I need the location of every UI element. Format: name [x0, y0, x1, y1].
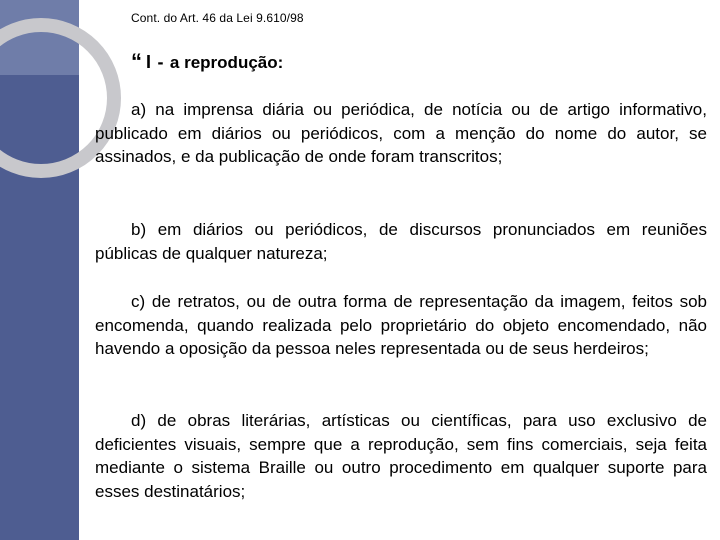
section-heading: [131, 48, 283, 74]
item-d-paragraph: d) de obras literárias, artísticas ou científicas, para uso exclusivo de deficientes visuais, sempre que a reprodução, sem fins comerciais, seja feita mediante o sistema Braille ou outro procedimento em qualquer suporte para esses destinatários;: [95, 411, 707, 501]
heading-numeral: I: [146, 52, 152, 72]
slide-subtitle: Cont. do Art. 46 da Lei 9.610/98: [131, 11, 304, 25]
heading-text: a reprodução:: [169, 53, 284, 72]
heading-dash: -: [157, 52, 164, 72]
item-b-paragraph: b) em diários ou periódicos, de discursos pronunciados em reuniões públicas de qualquer natureza;: [95, 220, 707, 263]
open-quote: “: [131, 49, 142, 74]
item-c-paragraph: c) de retratos, ou de outra forma de representação da imagem, feitos sob encomenda, quando realizada pelo proprietário do objeto encomendado, não havendo a oposição da pessoa neles representada ou de seus herdeiros;: [95, 292, 707, 358]
item-a-paragraph: a) na imprensa diária ou periódica, de notícia ou de artigo informativo, publicado em diários ou periódicos, com a menção do nome do autor, se assinados, e da publicação de onde foram transcritos;: [95, 100, 707, 166]
